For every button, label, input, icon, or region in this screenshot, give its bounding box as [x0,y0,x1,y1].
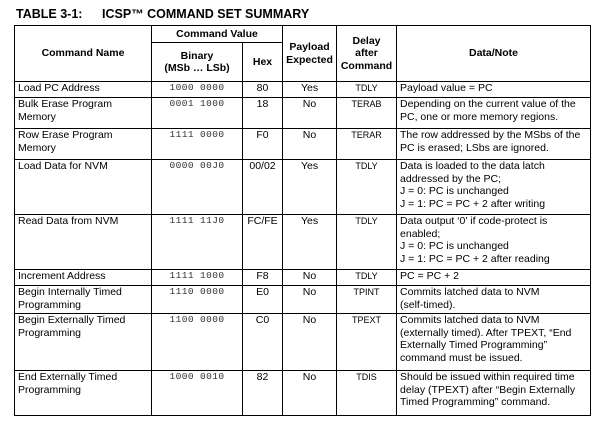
header-binary: Binary (MSb … LSb) [152,43,243,82]
header-command-name: Command Name [15,26,152,82]
cell-binary: 0001 1000 [152,98,243,129]
cell-hex: 18 [243,98,283,129]
cell-command-name: Load Data for NVM [15,160,152,215]
cell-command-name: Row Erase Program Memory [15,129,152,160]
cell-note: Depending on the current value of the PC, one or more memory regions. [397,98,591,129]
cell-payload: Yes [283,215,337,270]
cell-command-name: Increment Address [15,270,152,286]
cell-delay: TERAR [337,129,397,160]
table-row [15,160,591,215]
cell-binary: 1111 11J0 [152,215,243,270]
table-row [15,314,591,371]
cell-delay: TDLY [337,160,397,215]
cell-binary: 1000 0010 [152,371,243,416]
cell-hex: 82 [243,371,283,416]
cell-note: Commits latched data to NVM (self-timed). [397,286,591,314]
cell-delay: TDLY [337,270,397,286]
cell-binary: 1100 0000 [152,314,243,371]
table-row [15,82,591,98]
cell-command-name: Load PC Address [15,82,152,98]
table-row [15,371,591,416]
cell-command-name: Begin Internally Timed Programming [15,286,152,314]
header-hex: Hex [243,43,283,82]
cell-note: The row addressed by the MSbs of the PC is erased; LSbs are ignored. [397,129,591,160]
cell-hex: E0 [243,286,283,314]
cell-note: Payload value = PC [397,82,591,98]
cell-delay: TDLY [337,215,397,270]
header-command-value: Command Value [152,26,283,43]
cell-note: PC = PC + 2 [397,270,591,286]
cell-payload: No [283,371,337,416]
cell-delay: TPEXT [337,314,397,371]
cell-command-name: End Externally Timed Programming [15,371,152,416]
table-title-line [16,7,309,21]
header-data-note: Data/Note [397,26,591,82]
cell-note: Data output ‘0’ if code-protect is enabled; J = 0: PC is unchanged J = 1: PC = PC + 2 after reading [397,215,591,270]
cell-hex: FC/FE [243,215,283,270]
cell-note: Data is loaded to the data latch addressed by the PC; J = 0: PC is unchanged J = 1: PC = PC + 2 after writing [397,160,591,215]
cell-payload: No [283,314,337,371]
cell-note: Commits latched data to NVM (externally timed). After TPEXT, “End Externally Timed Programming” command must be issued. [397,314,591,371]
cell-binary: 1111 1000 [152,270,243,286]
cell-delay: TDLY [337,82,397,98]
cell-command-name: Bulk Erase Program Memory [15,98,152,129]
table-row [15,98,591,129]
cell-payload: Yes [283,160,337,215]
cell-hex: F8 [243,270,283,286]
cell-note: Should be issued within required time delay (TPEXT) after “Begin Externally Timed Programming” command. [397,371,591,416]
cell-delay: TPINT [337,286,397,314]
cell-delay: TDIS [337,371,397,416]
cell-hex: C0 [243,314,283,371]
cell-payload: Yes [283,82,337,98]
table-row [15,215,591,270]
cell-binary: 1110 0000 [152,286,243,314]
cell-binary: 0000 00J0 [152,160,243,215]
command-table [14,25,591,416]
cell-hex: 00/02 [243,160,283,215]
header-payload: Payload Expected [283,26,337,82]
cell-binary: 1111 0000 [152,129,243,160]
cell-payload: No [283,286,337,314]
cell-payload: No [283,270,337,286]
cell-hex: F0 [243,129,283,160]
cell-hex: 80 [243,82,283,98]
cell-payload: No [283,98,337,129]
table-title: ICSP™ COMMAND SET SUMMARY [102,7,310,21]
cell-binary: 1000 0000 [152,82,243,98]
cell-command-name: Begin Externally Timed Programming [15,314,152,371]
table-row [15,270,591,286]
cell-delay: TERAB [337,98,397,129]
header-delay: Delay after Command [337,26,397,82]
cell-payload: No [283,129,337,160]
table-row [15,286,591,314]
table-label: TABLE 3-1: [16,7,83,21]
table-row [15,129,591,160]
cell-command-name: Read Data from NVM [15,215,152,270]
